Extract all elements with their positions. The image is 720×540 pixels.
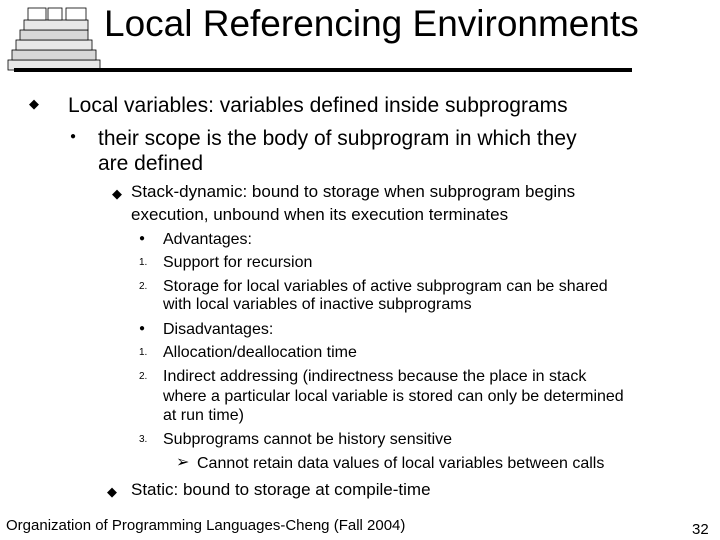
bullet-scope-line2: are defined bbox=[98, 152, 204, 175]
disadvantage-item-2-line3: at run time) bbox=[163, 407, 244, 424]
bullet-diamond-icon: ◆ bbox=[29, 96, 39, 111]
arrow-bullet-icon: ➢ bbox=[176, 454, 190, 471]
disadvantages-heading: Disadvantages: bbox=[163, 321, 274, 338]
bullet-static: Static: bound to storage at compile-time bbox=[131, 480, 431, 499]
list-number: 3. bbox=[139, 434, 148, 445]
layered-stack-logo-icon bbox=[4, 2, 104, 74]
disadvantage-item-1: Allocation/deallocation time bbox=[163, 344, 357, 361]
advantage-item-1: Support for recursion bbox=[163, 254, 313, 271]
bullet-dot-icon: ● bbox=[70, 131, 77, 142]
bullet-scope-line1: their scope is the body of subprogram in which they bbox=[98, 127, 577, 150]
bullet-local-variables: Local variables: variables defined inside subprograms bbox=[68, 94, 568, 117]
bullet-dot-icon: ● bbox=[139, 323, 146, 334]
page-number: 32 bbox=[692, 521, 709, 538]
bullet-diamond-icon: ◆ bbox=[112, 186, 122, 201]
list-number: 1. bbox=[139, 257, 148, 268]
list-number: 1. bbox=[139, 347, 148, 358]
disadvantage-item-2-line1: Indirect addressing (indirectness because the place in stack bbox=[163, 368, 587, 385]
bullet-dot-icon: ● bbox=[139, 233, 146, 244]
list-number: 2. bbox=[139, 281, 148, 292]
disadvantage-item-3-sub: Cannot retain data values of local variables between calls bbox=[197, 455, 605, 472]
bullet-diamond-icon: ◆ bbox=[107, 484, 117, 499]
advantage-item-2-line2: with local variables of inactive subprograms bbox=[163, 296, 472, 313]
title-underline bbox=[14, 68, 632, 72]
advantage-item-2-line1: Storage for local variables of active subprogram can be shared bbox=[163, 278, 608, 295]
bullet-stack-dynamic-line1: Stack-dynamic: bound to storage when subprogram begins bbox=[131, 182, 576, 201]
bullet-stack-dynamic-line2: execution, unbound when its execution terminates bbox=[131, 205, 509, 224]
slide-title: Local Referencing Environments bbox=[104, 3, 639, 44]
advantages-heading: Advantages: bbox=[163, 231, 252, 248]
disadvantage-item-3: Subprograms cannot be history sensitive bbox=[163, 431, 453, 448]
footer-course: Organization of Programming Languages-Cheng (Fall 2004) bbox=[6, 517, 406, 534]
list-number: 2. bbox=[139, 371, 148, 382]
disadvantage-item-2-line2: where a particular local variable is stored can only be determined bbox=[163, 388, 624, 405]
